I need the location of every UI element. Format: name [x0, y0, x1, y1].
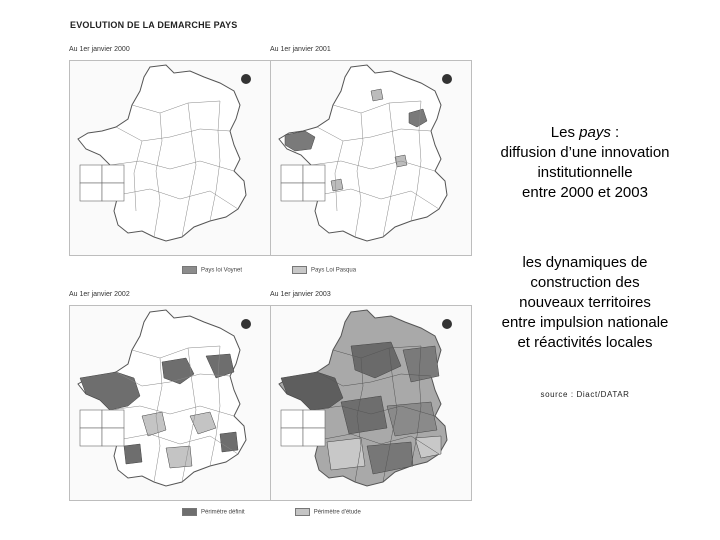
caption-line: entre impulsion nationale	[501, 314, 669, 331]
caption-block-2	[472, 253, 698, 353]
france-map-svg	[70, 306, 270, 500]
caption-line: construction des	[530, 274, 640, 291]
france-map	[270, 305, 472, 501]
caption-line: les dynamiques de	[522, 254, 648, 271]
legend-label: Périmètre d'étude	[313, 509, 361, 516]
map-date: Au 1er janvier 2002	[69, 291, 130, 298]
source-credit: source : Diact/DATAR	[540, 390, 630, 399]
legend-bottom	[182, 508, 361, 516]
map-date: Au 1er janvier 2003	[270, 291, 331, 298]
legend-item	[182, 266, 242, 274]
document-title: EVOLUTION DE LA DEMARCHE PAYS	[70, 20, 238, 30]
legend-swatch	[182, 266, 197, 274]
legend-swatch	[182, 508, 197, 516]
legend-swatch	[295, 508, 310, 516]
caption-line: et réactivités locales	[517, 334, 653, 351]
legend-label: Pays Loi Pasqua	[311, 267, 357, 274]
france-map	[69, 305, 271, 501]
map-date: Au 1er janvier 2000	[69, 46, 130, 53]
caption-line	[472, 123, 698, 143]
legend-swatch	[292, 266, 307, 274]
legend-item	[295, 508, 361, 516]
caption-text: :	[610, 124, 620, 141]
france-map	[270, 60, 472, 256]
caption-block	[472, 123, 698, 203]
legend-item	[292, 266, 356, 274]
legend-label: Pays loi Voynet	[201, 267, 243, 274]
france-map	[69, 60, 271, 256]
caption-line: diffusion d’une innovation	[500, 144, 670, 161]
caption-line: entre 2000 et 2003	[522, 184, 648, 201]
map-date: Au 1er janvier 2001	[270, 46, 331, 53]
caption-text: Les	[550, 124, 580, 141]
legend-top	[182, 266, 356, 274]
legend-label: Périmètre définit	[201, 509, 245, 516]
caption-line: institutionnelle	[537, 164, 633, 181]
legend-item	[182, 508, 245, 516]
caption-italic: pays	[579, 124, 611, 141]
france-map-svg	[70, 61, 270, 255]
france-map-svg	[271, 306, 471, 500]
caption-line: nouveaux territoires	[519, 294, 651, 311]
france-map-svg	[271, 61, 471, 255]
